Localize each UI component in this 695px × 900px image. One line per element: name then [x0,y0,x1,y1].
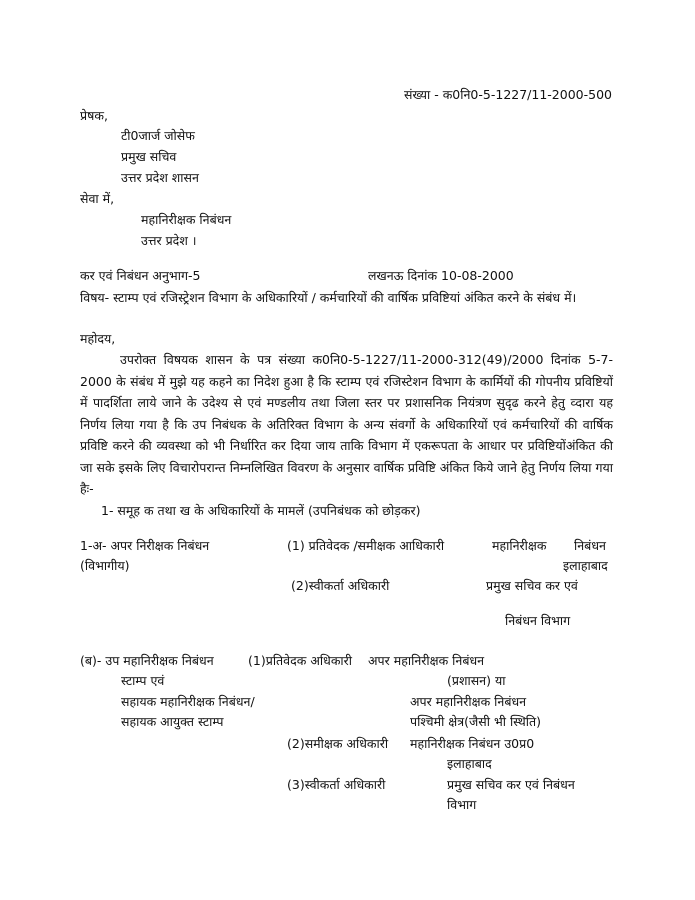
item-b-post-line4: सहायक आयुक्त स्टाम्प [121,714,224,729]
item-b-post: (ब)- उप महानिरीक्षक निबंधन [80,653,214,668]
item-b-reporting-label: (1)प्रतिवेदक अधिकारी [248,653,353,668]
item-1a-accepting-officer: प्रमुख सचिव कर एवं [486,578,578,593]
sender-office: उत्तर प्रदेश शासन [121,170,199,185]
body-text: उपरोक्त विषयक शासन के पत्र संख्या क0नि0-5-1227/11-2000-312(49)/2000 दिनांक 5-7-2000 के संबंध में मुझे यह कहने का निदेश हुआ है कि स्टाम्प एवं रजिस्टेशन विभाग के कार्मियों की गोपनीय प्रविष्टियों में पादर्शिता लाये जाने के उदेश्य से एवं मण्डलीय तथा जिला स्तर पर प्रशासनिक नियंत्रण सुदृढ करने हेतु व्दारा यह निर्णय लिया गया है कि उप निबंधक के अतिरिक्त विभाग के अन्य संवर्गो के अधिकारियों एवं कर्मचारियों की वार्षिक प्रविष्टि करने की व्यवस्था को भी निर्धारित कर दिया जाय ताकि विभाग में एकरूपता के आधार पर प्रविष्टियोंअंकित की जा सके इसके लिए विचारोपरान्त निम्नलिखित विवरण के अनुसार वार्षिक प्रविष्टि अंकित किये जाने हेतु निर्णय लिया गया हैः- [80,352,613,496]
item-1a-reporting-officer-2: निबंधन [574,538,606,553]
body-paragraph [80,349,613,500]
item-1a-reporting-label: (1) प्रतिवेदक /समीक्षक आधिकारी [287,538,445,553]
item-b-accepting-officer: प्रमुख सचिव कर एवं निबंधन [447,777,575,792]
sender-label: प्रेषक, [80,108,108,123]
recipient-designation: महानिरीक्षक निबंधन [141,212,232,227]
item-b-reviewing-label: (2)समीक्षक अधिकारी [287,736,389,751]
item-b-post-line3: सहायक महानिरीक्षक निबंधन/ [121,694,255,709]
sender-designation: प्रमुख सचिव [121,149,177,164]
item-1a-accepting-officer-cont: निबंधन विभाग [505,613,571,628]
item-b-accepting-label: (3)स्वीकर्ता अधिकारी [287,777,386,792]
item-b-reviewing-place: इलाहाबाद [447,756,492,771]
subject: विषय- स्टाम्प एवं रजिस्ट्रेशन विभाग के अधिकारियों / कर्मचारियों की वार्षिक प्रविष्टियां अंकित करने के संबंध में। [80,290,577,305]
item-b-reviewing-officer: महानिरीक्षक निबंधन उ0प्र0 [410,736,535,751]
item-b-reporting-officer-3: अपर महानिरीक्षक निबंधन [410,694,527,709]
sender-name: टी0जार्ज जोसेफ [121,128,195,143]
recipient-place: उत्तर प्रदेश । [141,233,197,248]
item-1a-accepting-label: (2)स्वीकर्ता अधिकारी [291,578,390,593]
item-b-reporting-officer-4: पश्चिमी क्षेत्र(जैसी भी स्थिति) [410,714,542,729]
item-b-post-line2: स्टाम्प एवं [121,673,165,688]
item-1a-post-cont: (विभागीय) [80,558,130,573]
group-heading: 1- समूह क तथा ख के अधिकारियों के मामलें (उपनिबंधक को छोड़कर) [101,503,421,518]
section-name: कर एवं निबंधन अनुभाग-5 [80,268,201,283]
item-1a-reporting-place: इलाहाबाद [563,558,608,573]
place-date: लखनऊ दिनांक 10-08-2000 [368,268,514,283]
salutation: महोदय, [80,331,116,346]
item-1a-post: 1-अ- अपर निरीक्षक निबंधन [80,538,210,553]
recipient-label: सेवा में, [80,191,115,206]
item-b-reporting-officer-2: (प्रशासन) या [447,673,506,688]
item-1a-reporting-officer: महानिरीक्षक [492,538,547,553]
item-b-reporting-officer: अपर महानिरीक्षक निबंधन [368,653,485,668]
reference-number: संख्या - क0नि0-5-1227/11-2000-500 [404,87,612,102]
item-b-accepting-officer-cont: विभाग [447,797,477,812]
